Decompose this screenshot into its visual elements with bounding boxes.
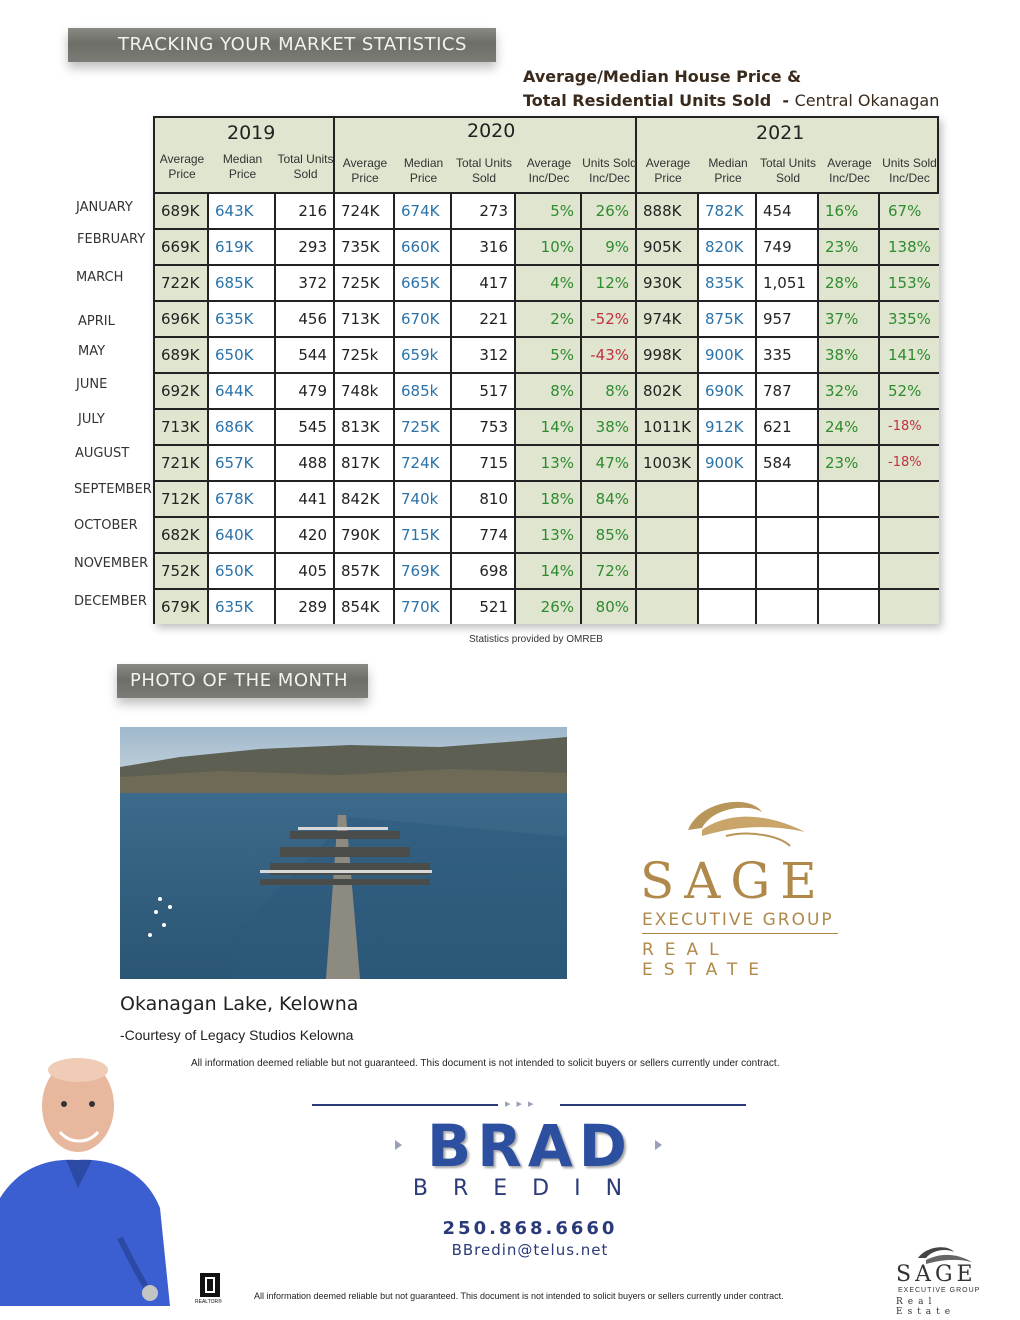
table-cell: 479	[276, 374, 335, 408]
table-cell	[637, 518, 699, 552]
table-cell: 635K	[209, 590, 276, 624]
agent-email[interactable]: BBredin@telus.net	[451, 1241, 609, 1259]
table-cell: 32%	[819, 374, 880, 408]
table-cell: 724K	[335, 194, 395, 228]
table-cell: 998K	[637, 338, 699, 372]
column-header	[637, 156, 699, 186]
table-cell: 1003K	[637, 446, 699, 480]
table-cell: -18%	[880, 446, 939, 480]
table-cell: 517	[452, 374, 516, 408]
table-cell	[757, 518, 819, 552]
disclaimer-top: All information deemed reliable but not guaranteed. This document is not intended to solicit buyers or sellers currently under contract.	[191, 1058, 780, 1069]
table-cell: 417	[452, 266, 516, 300]
table-cell: 753	[452, 410, 516, 444]
table-cell: 544	[276, 338, 335, 372]
table-cell: 85%	[582, 518, 637, 552]
table-cell: 888K	[637, 194, 699, 228]
month-label: FEBRUARY	[77, 232, 146, 247]
table-cell: 900K	[699, 446, 757, 480]
table-cell: -43%	[582, 338, 637, 372]
table-cell	[699, 554, 757, 588]
column-header-line2: Sold	[471, 171, 497, 185]
month-label: OCTOBER	[74, 518, 138, 533]
table-cell	[880, 518, 939, 552]
table-cell: 689K	[155, 194, 209, 228]
column-header-line1: Average	[342, 156, 388, 170]
table-cell: 621	[757, 410, 819, 444]
stats-credit: Statistics provided by OMREB	[469, 634, 603, 645]
table-cell: 900K	[699, 338, 757, 372]
table-cell: 659k	[395, 338, 452, 372]
table-cell: 545	[276, 410, 335, 444]
table-cell	[637, 590, 699, 624]
table-cell: 316	[452, 230, 516, 264]
table-cell: 1011K	[637, 410, 699, 444]
table-cell: 38%	[582, 410, 637, 444]
column-header-line2: Price	[654, 171, 682, 185]
table-cell: 678K	[209, 482, 276, 516]
table-cell: 644K	[209, 374, 276, 408]
table-cell: 640K	[209, 518, 276, 552]
table-cell: 216	[276, 194, 335, 228]
table-cell: 690K	[699, 374, 757, 408]
column-header-line1: Average	[526, 156, 572, 170]
month-label: JANUARY	[76, 200, 133, 215]
table-cell: 289	[276, 590, 335, 624]
brad-arrows-icon: ▸▸▸	[505, 1098, 540, 1110]
agent-phone[interactable]: 250.868.6660	[442, 1218, 618, 1239]
column-header	[209, 152, 276, 182]
table-cell: 685k	[395, 374, 452, 408]
disclaimer-bottom: All information deemed reliable but not guaranteed. This document is not intended to solicit buyers or sellers currently under contract.	[254, 1291, 784, 1301]
table-cell: 5%	[516, 338, 582, 372]
table-cell: 335%	[880, 302, 939, 336]
table-title-line2	[523, 91, 943, 110]
table-cell: 670K	[395, 302, 452, 336]
table-cell: 72%	[582, 554, 637, 588]
table-cell: 749	[757, 230, 819, 264]
month-label: NOVEMBER	[74, 556, 149, 571]
table-cell: 28%	[819, 266, 880, 300]
column-header-line1: Average	[159, 152, 205, 166]
table-cell: 752K	[155, 554, 209, 588]
table-cell: 930K	[637, 266, 699, 300]
table-cell: 488	[276, 446, 335, 480]
year-label: 2019	[227, 122, 276, 144]
right-arrow-icon	[655, 1140, 662, 1150]
table-title-region: Central Okanagan	[794, 91, 940, 110]
table-title-units: Total Residential Units Sold	[523, 91, 772, 110]
table-cell: 52%	[880, 374, 939, 408]
column-header-line2: Price	[714, 171, 742, 185]
okanagan-lake-photo	[120, 727, 567, 979]
month-label: JUNE	[76, 377, 108, 392]
table-cell: 372	[276, 266, 335, 300]
column-header-line1: Average	[645, 156, 691, 170]
table-cell: 810	[452, 482, 516, 516]
table-cell: 724K	[395, 446, 452, 480]
column-header-line2: Price	[168, 167, 196, 181]
photo-of-month-banner	[117, 664, 368, 698]
sage-logo	[640, 790, 840, 980]
table-cell: 725K	[335, 266, 395, 300]
table-cell: 141%	[880, 338, 939, 372]
photo-of-month-title: PHOTO OF THE MONTH	[130, 670, 349, 691]
realtor-label: REALTOR®	[195, 1299, 222, 1305]
column-header	[757, 156, 819, 186]
market-statistics-banner	[68, 28, 496, 62]
table-cell: 1,051	[757, 266, 819, 300]
table-cell: 67%	[880, 194, 939, 228]
table-cell: 84%	[582, 482, 637, 516]
table-cell: 221	[452, 302, 516, 336]
left-arrow-icon	[395, 1140, 402, 1150]
year-label: 2020	[467, 120, 516, 142]
table-cell: 790K	[335, 518, 395, 552]
table-cell: 38%	[819, 338, 880, 372]
month-label: SEPTEMBER	[74, 482, 152, 497]
table-cell: 660K	[395, 230, 452, 264]
table-cell: 13%	[516, 446, 582, 480]
column-header-line1: Units Sold	[882, 156, 937, 170]
column-header	[516, 156, 582, 186]
table-cell: 23%	[819, 446, 880, 480]
table-cell: 650K	[209, 338, 276, 372]
month-label: APRIL	[78, 314, 115, 329]
table-cell: 722K	[155, 266, 209, 300]
column-header-line1: Total Units	[455, 156, 513, 170]
table-cell: 875K	[699, 302, 757, 336]
sage-small-logo	[892, 1240, 992, 1317]
column-header	[819, 156, 880, 186]
table-cell: 912K	[699, 410, 757, 444]
table-cell: 26%	[582, 194, 637, 228]
table-cell: 817K	[335, 446, 395, 480]
column-header	[452, 156, 516, 186]
column-header-line2: Inc/Dec	[528, 171, 570, 185]
column-header	[155, 152, 209, 182]
year-label: 2021	[756, 122, 805, 144]
column-header-line2: Inc/Dec	[589, 171, 630, 185]
table-cell: 782K	[699, 194, 757, 228]
table-title-dash: -	[782, 91, 789, 110]
column-header-line1: Median	[403, 156, 444, 170]
table-cell: 669K	[155, 230, 209, 264]
table-cell: 441	[276, 482, 335, 516]
table-cell: 138%	[880, 230, 939, 264]
table-cell: 686K	[209, 410, 276, 444]
table-cell: 682K	[155, 518, 209, 552]
table-cell	[757, 590, 819, 624]
column-header	[880, 156, 939, 186]
table-cell: 521	[452, 590, 516, 624]
table-cell: 698	[452, 554, 516, 588]
table-cell: 9%	[582, 230, 637, 264]
sage-small-line3: Real Estate	[896, 1297, 956, 1317]
table-cell: 657K	[209, 446, 276, 480]
table-cell	[757, 482, 819, 516]
table-cell: 774	[452, 518, 516, 552]
table-cell: 273	[452, 194, 516, 228]
table-cell	[819, 554, 880, 588]
table-cell: 454	[757, 194, 819, 228]
table-cell: 974K	[637, 302, 699, 336]
table-cell: 802K	[637, 374, 699, 408]
table-cell: 713K	[335, 302, 395, 336]
table-cell: 584	[757, 446, 819, 480]
table-cell: 153%	[880, 266, 939, 300]
photo-courtesy: -Courtesy of Legacy Studios Kelowna	[120, 1027, 354, 1043]
column-header-line1: Units Sold	[582, 156, 637, 170]
table-cell: 715	[452, 446, 516, 480]
table-cell	[637, 482, 699, 516]
column-header-line1: Total Units	[759, 156, 817, 170]
column-header	[582, 156, 637, 186]
table-cell: 18%	[516, 482, 582, 516]
table-cell: 456	[276, 302, 335, 336]
table-cell	[699, 590, 757, 624]
table-cell: 679K	[155, 590, 209, 624]
sage-logo-rule	[642, 933, 838, 934]
market-statistics-title: TRACKING YOUR MARKET STATISTICS	[118, 34, 467, 55]
table-cell: 735K	[335, 230, 395, 264]
agent-first-name: BRAD	[427, 1112, 633, 1180]
month-label: JULY	[78, 412, 105, 427]
market-stats-table	[153, 116, 939, 624]
table-cell: 80%	[582, 590, 637, 624]
table-cell: 712K	[155, 482, 209, 516]
column-header-line2: Inc/Dec	[889, 171, 930, 185]
table-cell: 8%	[582, 374, 637, 408]
month-label: AUGUST	[75, 446, 130, 461]
column-header	[276, 152, 335, 182]
sage-logo-word: SAGE	[640, 852, 827, 910]
table-cell: 5%	[516, 194, 582, 228]
photo-caption: Okanagan Lake, Kelowna	[120, 993, 359, 1015]
table-cell: 769K	[395, 554, 452, 588]
table-cell: 635K	[209, 302, 276, 336]
column-header-line2: Price	[228, 167, 257, 181]
table-cell: 650K	[209, 554, 276, 588]
column-header	[395, 156, 452, 186]
month-label: MAY	[78, 344, 106, 359]
table-cell: 335	[757, 338, 819, 372]
table-cell: 37%	[819, 302, 880, 336]
table-cell: 16%	[819, 194, 880, 228]
table-cell: 835K	[699, 266, 757, 300]
table-cell: 740k	[395, 482, 452, 516]
column-header-line2: Sold	[293, 167, 318, 181]
table-cell: 725K	[395, 410, 452, 444]
table-cell: 405	[276, 554, 335, 588]
table-cell: 770K	[395, 590, 452, 624]
table-cell: 665K	[395, 266, 452, 300]
realtor-r-icon	[200, 1273, 220, 1297]
table-cell: 14%	[516, 410, 582, 444]
table-cell	[819, 482, 880, 516]
agent-last-name: BREDIN	[412, 1176, 648, 1201]
table-cell	[880, 554, 939, 588]
column-header-line2: Sold	[775, 171, 801, 185]
column-header-line1: Median	[222, 152, 263, 166]
table-cell: 721K	[155, 446, 209, 480]
table-cell: 854K	[335, 590, 395, 624]
brad-rule-left	[312, 1104, 498, 1106]
table-cell: 905K	[637, 230, 699, 264]
month-label: MARCH	[76, 270, 124, 285]
table-cell: 26%	[516, 590, 582, 624]
realtor-logo	[195, 1273, 225, 1309]
table-cell: 715K	[395, 518, 452, 552]
column-header-line1: Median	[708, 156, 748, 170]
table-title-line1: Average/Median House Price &	[523, 67, 802, 86]
table-cell: 692K	[155, 374, 209, 408]
column-header	[699, 156, 757, 186]
table-cell: 312	[452, 338, 516, 372]
table-cell: 420	[276, 518, 335, 552]
column-header-line2: Inc/Dec	[829, 171, 870, 185]
table-cell: 12%	[582, 266, 637, 300]
brad-rule-right	[560, 1104, 746, 1106]
table-cell: 293	[276, 230, 335, 264]
table-cell: -52%	[582, 302, 637, 336]
month-label: DECEMBER	[74, 594, 147, 609]
column-header-line1: Total Units	[277, 152, 334, 166]
table-cell: 674K	[395, 194, 452, 228]
table-cell	[880, 482, 939, 516]
table-cell: 689K	[155, 338, 209, 372]
sage-small-line2: EXECUTIVE GROUP	[898, 1287, 981, 1294]
table-cell: 8%	[516, 374, 582, 408]
table-cell: 4%	[516, 266, 582, 300]
table-cell: 748k	[335, 374, 395, 408]
table-cell	[757, 554, 819, 588]
table-cell: 24%	[819, 410, 880, 444]
table-cell	[880, 590, 939, 624]
table-cell	[637, 554, 699, 588]
column-header-line2: Price	[409, 171, 438, 185]
table-cell: 14%	[516, 554, 582, 588]
table-cell: 713K	[155, 410, 209, 444]
column-header-line2: Price	[351, 171, 379, 185]
sage-leaf-icon	[640, 790, 840, 860]
table-cell: 643K	[209, 194, 276, 228]
table-cell: -18%	[880, 410, 939, 444]
table-cell	[819, 590, 880, 624]
table-cell: 813K	[335, 410, 395, 444]
table-cell	[699, 518, 757, 552]
agent-photo	[0, 1048, 176, 1306]
sage-logo-line3: REAL ESTATE	[642, 940, 771, 980]
table-cell: 47%	[582, 446, 637, 480]
table-cell: 857K	[335, 554, 395, 588]
table-cell: 2%	[516, 302, 582, 336]
column-header-line1: Average	[827, 156, 872, 170]
sage-logo-line2: EXECUTIVE GROUP	[642, 910, 834, 930]
sage-small-word: SAGE	[896, 1262, 977, 1287]
table-cell: 842K	[335, 482, 395, 516]
table-cell: 23%	[819, 230, 880, 264]
table-cell: 957	[757, 302, 819, 336]
table-cell	[699, 482, 757, 516]
table-cell: 725k	[335, 338, 395, 372]
table-cell: 787	[757, 374, 819, 408]
table-cell: 10%	[516, 230, 582, 264]
column-header	[335, 156, 395, 186]
table-cell: 820K	[699, 230, 757, 264]
table-cell: 13%	[516, 518, 582, 552]
table-cell: 685K	[209, 266, 276, 300]
table-cell	[819, 518, 880, 552]
table-cell: 696K	[155, 302, 209, 336]
table-cell: 619K	[209, 230, 276, 264]
